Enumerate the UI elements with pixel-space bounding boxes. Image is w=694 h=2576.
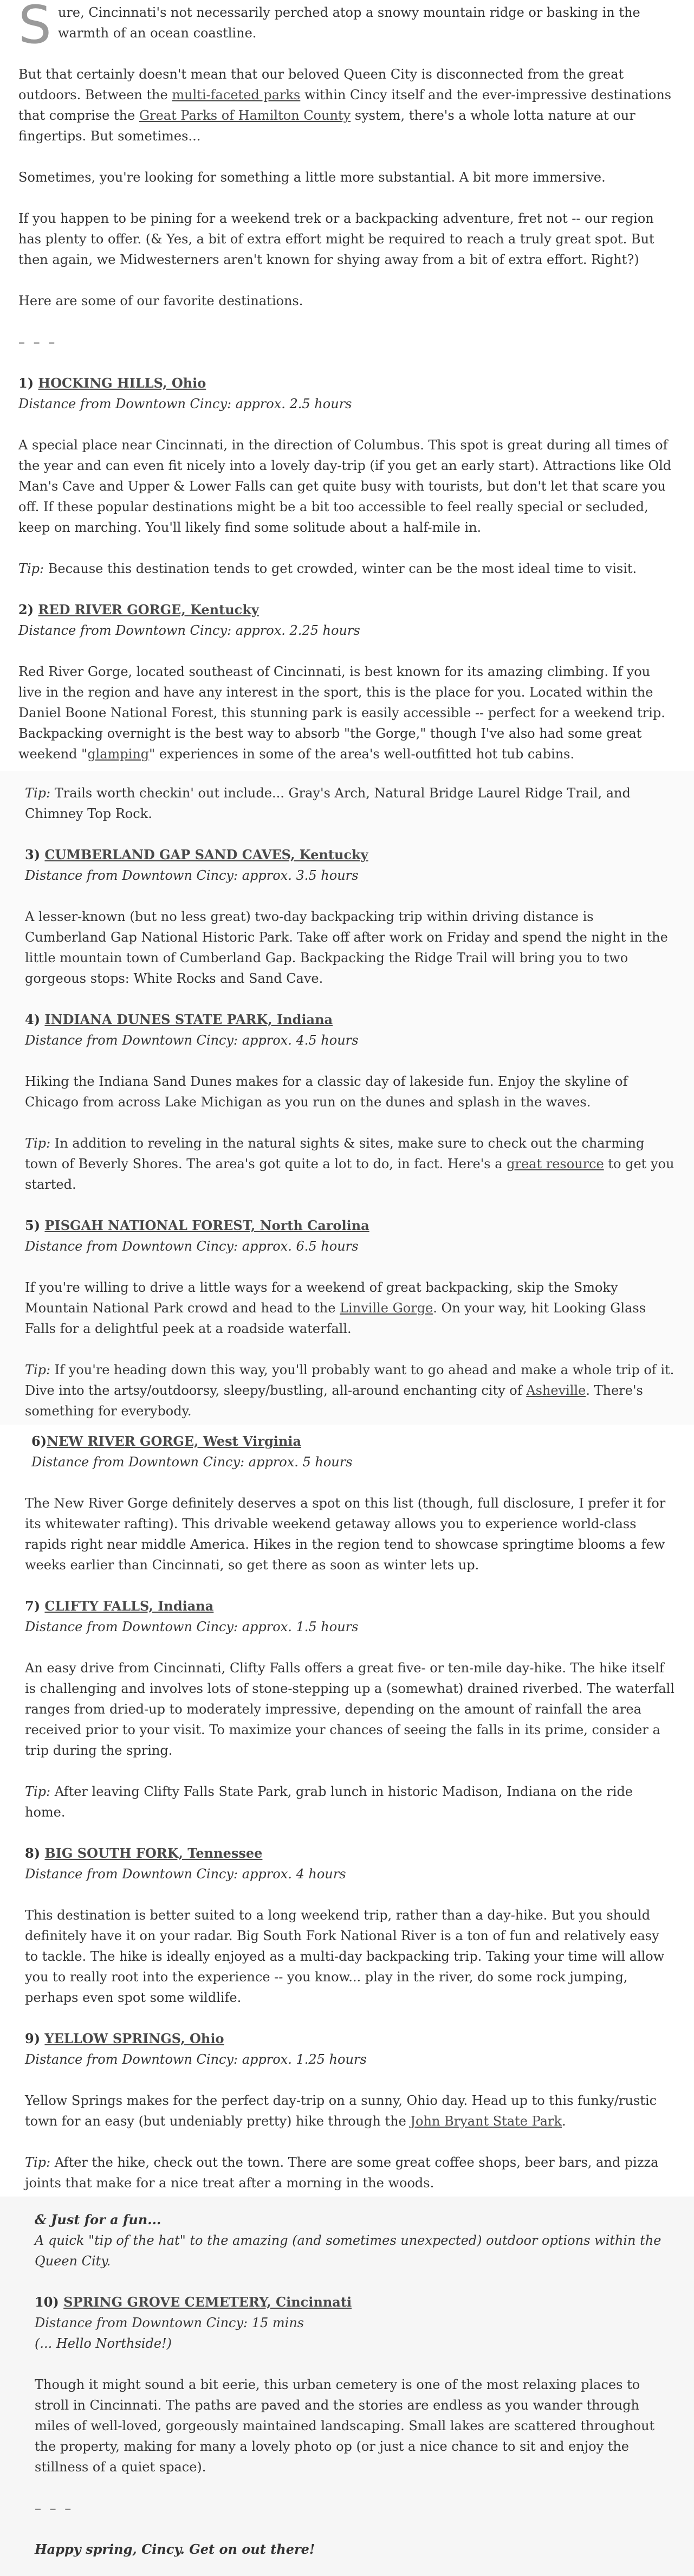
destination-distance: Distance from Downtown Cincy: approx. 4 hours xyxy=(25,1866,346,1882)
intro-text-c: system, there's a whole lotta nature at our fingertips. But sometimes... xyxy=(18,108,635,144)
destination-heading xyxy=(25,1009,676,1030)
intro-paragraph-3: Sometimes, you're looking for something a little more substantial. A bit more immersive. xyxy=(18,170,606,185)
destination-distance: Distance from Downtown Cincy: approx. 3.5 hours xyxy=(25,868,359,883)
closing-line: Happy spring, Cincy. Get on out there! xyxy=(35,2541,315,2557)
destination-heading xyxy=(25,1843,676,1864)
destination-number: 2) xyxy=(18,602,38,617)
tip-text-a: If you're heading down this way, you'll probably want to go ahead and make a whole trip of it. Dive into the artsy/outdoorsy, sleepy/bustling, all-around enchanting city of xyxy=(25,1362,674,1398)
destination-number: 6) xyxy=(31,1433,47,1449)
destination-description: Hiking the Indiana Sand Dunes makes for a classic day of lakeside fun. Enjoy the skyline of Chicago from across Lake Michigan as you run on the dunes and splash in the waves. xyxy=(25,1074,628,1110)
destination-heading xyxy=(18,600,676,620)
section-separator: – – – xyxy=(18,334,57,350)
destination-description xyxy=(25,2090,676,2131)
destination-link[interactable]: INDIANA DUNES STATE PARK, Indiana xyxy=(44,1012,333,1027)
intro-section xyxy=(0,0,694,771)
desc-text-b: " experiences in some of the area's well-outfitted hot tub cabins. xyxy=(149,746,575,762)
desc-text-b: . On your way, hit Looking Glass Falls for a delightful peek at a roadside waterfall. xyxy=(25,1300,646,1336)
destination-description xyxy=(18,661,676,764)
destination-number: 9) xyxy=(25,2031,45,2046)
destination-link[interactable]: SPRING GROVE CEMETERY, Cincinnati xyxy=(63,2294,352,2310)
destination-description: An easy drive from Cincinnati, Clifty Falls offers a great five- or ten-mile day-hike. The hike itself is challenging and involves lots of stone-stepping up a (somewhat) drained riverbed. The waterfall ranges from dried-up to moderately impressive, depending on the amount of rainfall the area received prior to your visit. To maximize your chances of seeing the falls in its prime, consider a trip during the spring. xyxy=(25,1660,674,1758)
destination-distance: Distance from Downtown Cincy: approx. 2.5 hours xyxy=(18,396,352,411)
intro-text-b: within Cincy itself and the ever-impressive destinations that comprise the xyxy=(18,87,672,123)
destination-heading xyxy=(25,1215,676,1236)
tip-text-b: to get you started. xyxy=(25,1156,674,1192)
destination-number: 10) xyxy=(35,2294,64,2310)
tip-label: Tip: xyxy=(25,1136,51,1151)
intro-paragraph-5: Here are some of our favorite destinations. xyxy=(18,293,303,308)
destination-tip xyxy=(18,558,676,579)
desc-text-b: . xyxy=(562,2114,566,2129)
intro-paragraph xyxy=(18,0,676,55)
glamping-link[interactable]: glamping xyxy=(87,746,150,762)
desc-text-a: Yellow Springs makes for the perfect day-trip on a sunny, Ohio day. Head up to this funky/rustic town for an easy (but undeniably pretty) hike through the xyxy=(25,2093,657,2129)
destination-description: The New River Gorge definitely deserves a spot on this list (though, full disclosure, I prefer it for its whitewater rafting). This drivable weekend getaway allows you to experience world-class rapids right near middle America. Hikes in the region tend to showcase springtime blooms a few weeks earlier than Cincinnati, so get there as soon as winter lets up. xyxy=(25,1496,666,1573)
fun-title: & Just for a fun... xyxy=(35,2212,161,2227)
desc-text-a: Red River Gorge, located southeast of Cincinnati, is best known for its amazing climbing. If you live in the region and have any interest in the sport, this is the place for you. Located within the Daniel Boone National Forest, this stunning park is easily accessible -- perfect for a weekend trip. Backpacking overnight is the best way to absorb "the Gorge," though I've also had some great weekend " xyxy=(18,664,665,762)
destination-aside: (... Hello Northside!) xyxy=(35,2336,172,2351)
destination-tip xyxy=(25,2152,676,2193)
destination-distance: Distance from Downtown Cincy: approx. 2.25 hours xyxy=(18,623,360,638)
great-resource-link[interactable]: great resource xyxy=(507,1156,604,1171)
destination-tip xyxy=(25,1133,676,1195)
tip-text: After the hike, check out the town. There are some great coffee shops, beer bars, and pizza joints that make for a nice treat after a morning in the woods. xyxy=(25,2155,659,2191)
tip-text: After leaving Clifty Falls State Park, grab lunch in historic Madison, Indiana on the ride home. xyxy=(25,1784,633,1820)
tip-text-a: In addition to reveling in the natural sights & sites, make sure to check out the charming town of Beverly Shores. The area's got quite a lot to do, in fact. Here's a xyxy=(25,1136,645,1171)
tip-text-b: . There's something for everybody. xyxy=(25,1383,643,1419)
asheville-link[interactable]: Asheville xyxy=(526,1383,586,1398)
destination-link[interactable]: PISGAH NATIONAL FOREST, North Carolina xyxy=(44,1218,369,1233)
intro-text-a: But that certainly doesn't mean that our beloved Queen City is disconnected from the great outdoors. Between the xyxy=(18,67,624,102)
linville-gorge-link[interactable]: Linville Gorge xyxy=(340,1300,433,1316)
drop-cap: S xyxy=(18,0,51,55)
destination-heading xyxy=(35,2292,676,2313)
destination-heading xyxy=(18,373,676,394)
destinations-section-3 xyxy=(0,1425,694,2197)
destination-heading xyxy=(31,1431,676,1452)
destination-heading xyxy=(25,845,676,865)
destination-description: A lesser-known (but no less great) two-day backpacking trip within driving distance is Cumberland Gap National Historic Park. Take off after work on Friday and spend the night in the little mountain town of Cumberland Gap. Backpacking the Ridge Trail will bring you to two gorgeous stops: White Rocks and Sand Cave. xyxy=(25,909,668,986)
destination-tip xyxy=(25,783,676,824)
fun-subtitle: A quick "tip of the hat" to the amazing (and sometimes unexpected) outdoor options within the Queen City. xyxy=(35,2233,661,2269)
destination-link[interactable]: CUMBERLAND GAP SAND CAVES, Kentucky xyxy=(44,847,368,862)
tip-text: Because this destination tends to get crowded, winter can be the most ideal time to visit. xyxy=(44,561,637,576)
destination-number: 5) xyxy=(25,1218,45,1233)
intro-text: ure, Cincinnati's not necessarily perched atop a snowy mountain ridge or basking in the warmth of an ocean coastline. xyxy=(57,5,640,41)
destination-description: This destination is better suited to a long weekend trip, rather than a day-hike. But you should definitely have it on your radar. Big South Fork National River is a ton of fun and relatively easy to tackle. The hike is ideally enjoyed as a multi-day backpacking trip. Taking your time will allow you to really root into the experience -- you know... play in the river, do some rock jumping, perhaps even spot some wildlife. xyxy=(25,1908,665,2005)
tip-label: Tip: xyxy=(25,1362,51,1377)
great-parks-link[interactable]: Great Parks of Hamilton County xyxy=(139,108,351,123)
destination-number: 8) xyxy=(25,1845,45,1861)
tip-label: Tip: xyxy=(25,1784,51,1799)
destinations-section-2 xyxy=(0,771,694,1425)
destination-distance: Distance from Downtown Cincy: 15 mins xyxy=(35,2315,304,2330)
destination-distance: Distance from Downtown Cincy: approx. 1.5 hours xyxy=(25,1619,359,1634)
just-for-fun-section xyxy=(0,2197,694,2576)
tip-text: Trails worth checkin' out include... Gray's Arch, Natural Bridge Laurel Ridge Trail, and Chimney Top Rock. xyxy=(25,785,631,821)
destination-number: 7) xyxy=(25,1598,45,1614)
tip-label: Tip: xyxy=(18,561,44,576)
destination-distance: Distance from Downtown Cincy: approx. 5 hours xyxy=(31,1454,353,1470)
destination-distance: Distance from Downtown Cincy: approx. 6.5 hours xyxy=(25,1239,359,1254)
intro-paragraph-2 xyxy=(18,64,676,146)
tip-label: Tip: xyxy=(25,785,51,801)
destination-description: Though it might sound a bit eerie, this urban cemetery is one of the most relaxing places to stroll in Cincinnati. The paths are paved and the stories are endless as you wander through miles of well-loved, gorgeously maintained landscaping. Small lakes are scattered throughout the property, making for many a lovely photo op (or just a nice chance to sit and enjoy the stillness of a quiet space). xyxy=(35,2377,655,2475)
destination-link[interactable]: NEW RIVER GORGE, West Virginia xyxy=(47,1433,302,1449)
section-separator: – – – xyxy=(35,2501,74,2516)
destination-link[interactable]: RED RIVER GORGE, Kentucky xyxy=(38,602,259,617)
destination-distance: Distance from Downtown Cincy: approx. 1.25 hours xyxy=(25,2052,367,2067)
intro-paragraph-4: If you happen to be pining for a weekend trek or a backpacking adventure, fret not -- our region has plenty to offer. (& Yes, a bit of extra effort might be required to reach a truly great spot. But then again, we Midwesterners aren't known for shying away from a bit of extra effort. Right?) xyxy=(18,211,654,267)
desc-text-a: If you're willing to drive a little ways for a weekend of great backpacking, skip the Smoky Mountain National Park crowd and head to the xyxy=(25,1280,618,1316)
destination-link[interactable]: HOCKING HILLS, Ohio xyxy=(38,375,206,391)
destination-link[interactable]: YELLOW SPRINGS, Ohio xyxy=(44,2031,224,2046)
tip-label: Tip: xyxy=(25,2155,51,2170)
destination-number: 3) xyxy=(25,847,45,862)
destination-link[interactable]: BIG SOUTH FORK, Tennessee xyxy=(44,1845,263,1861)
john-bryant-state-park-link[interactable]: John Bryant State Park xyxy=(410,2114,562,2129)
destination-tip xyxy=(25,1781,676,1822)
destination-distance: Distance from Downtown Cincy: approx. 4.5 hours xyxy=(25,1033,359,1048)
destination-heading xyxy=(25,1596,676,1617)
destination-number: 4) xyxy=(25,1012,45,1027)
destination-description: A special place near Cincinnati, in the direction of Columbus. This spot is great during all times of the year and can even fit nicely into a lovely day-trip (if you get an early start). Attractions like Old Man's Cave and Upper & Lower Falls can get quite busy with tourists, but don't let that scare you off. If these popular destinations might be a bit too accessible to feel really special or secluded, keep on marching. You'll likely find some solitude about a half-mile in. xyxy=(18,437,672,535)
destination-number: 1) xyxy=(18,375,38,391)
destination-tip xyxy=(25,1360,676,1421)
destination-description xyxy=(25,1277,676,1339)
destination-heading xyxy=(25,2028,676,2049)
destination-link[interactable]: CLIFTY FALLS, Indiana xyxy=(44,1598,214,1614)
multi-faceted-parks-link[interactable]: multi-faceted parks xyxy=(172,87,301,102)
